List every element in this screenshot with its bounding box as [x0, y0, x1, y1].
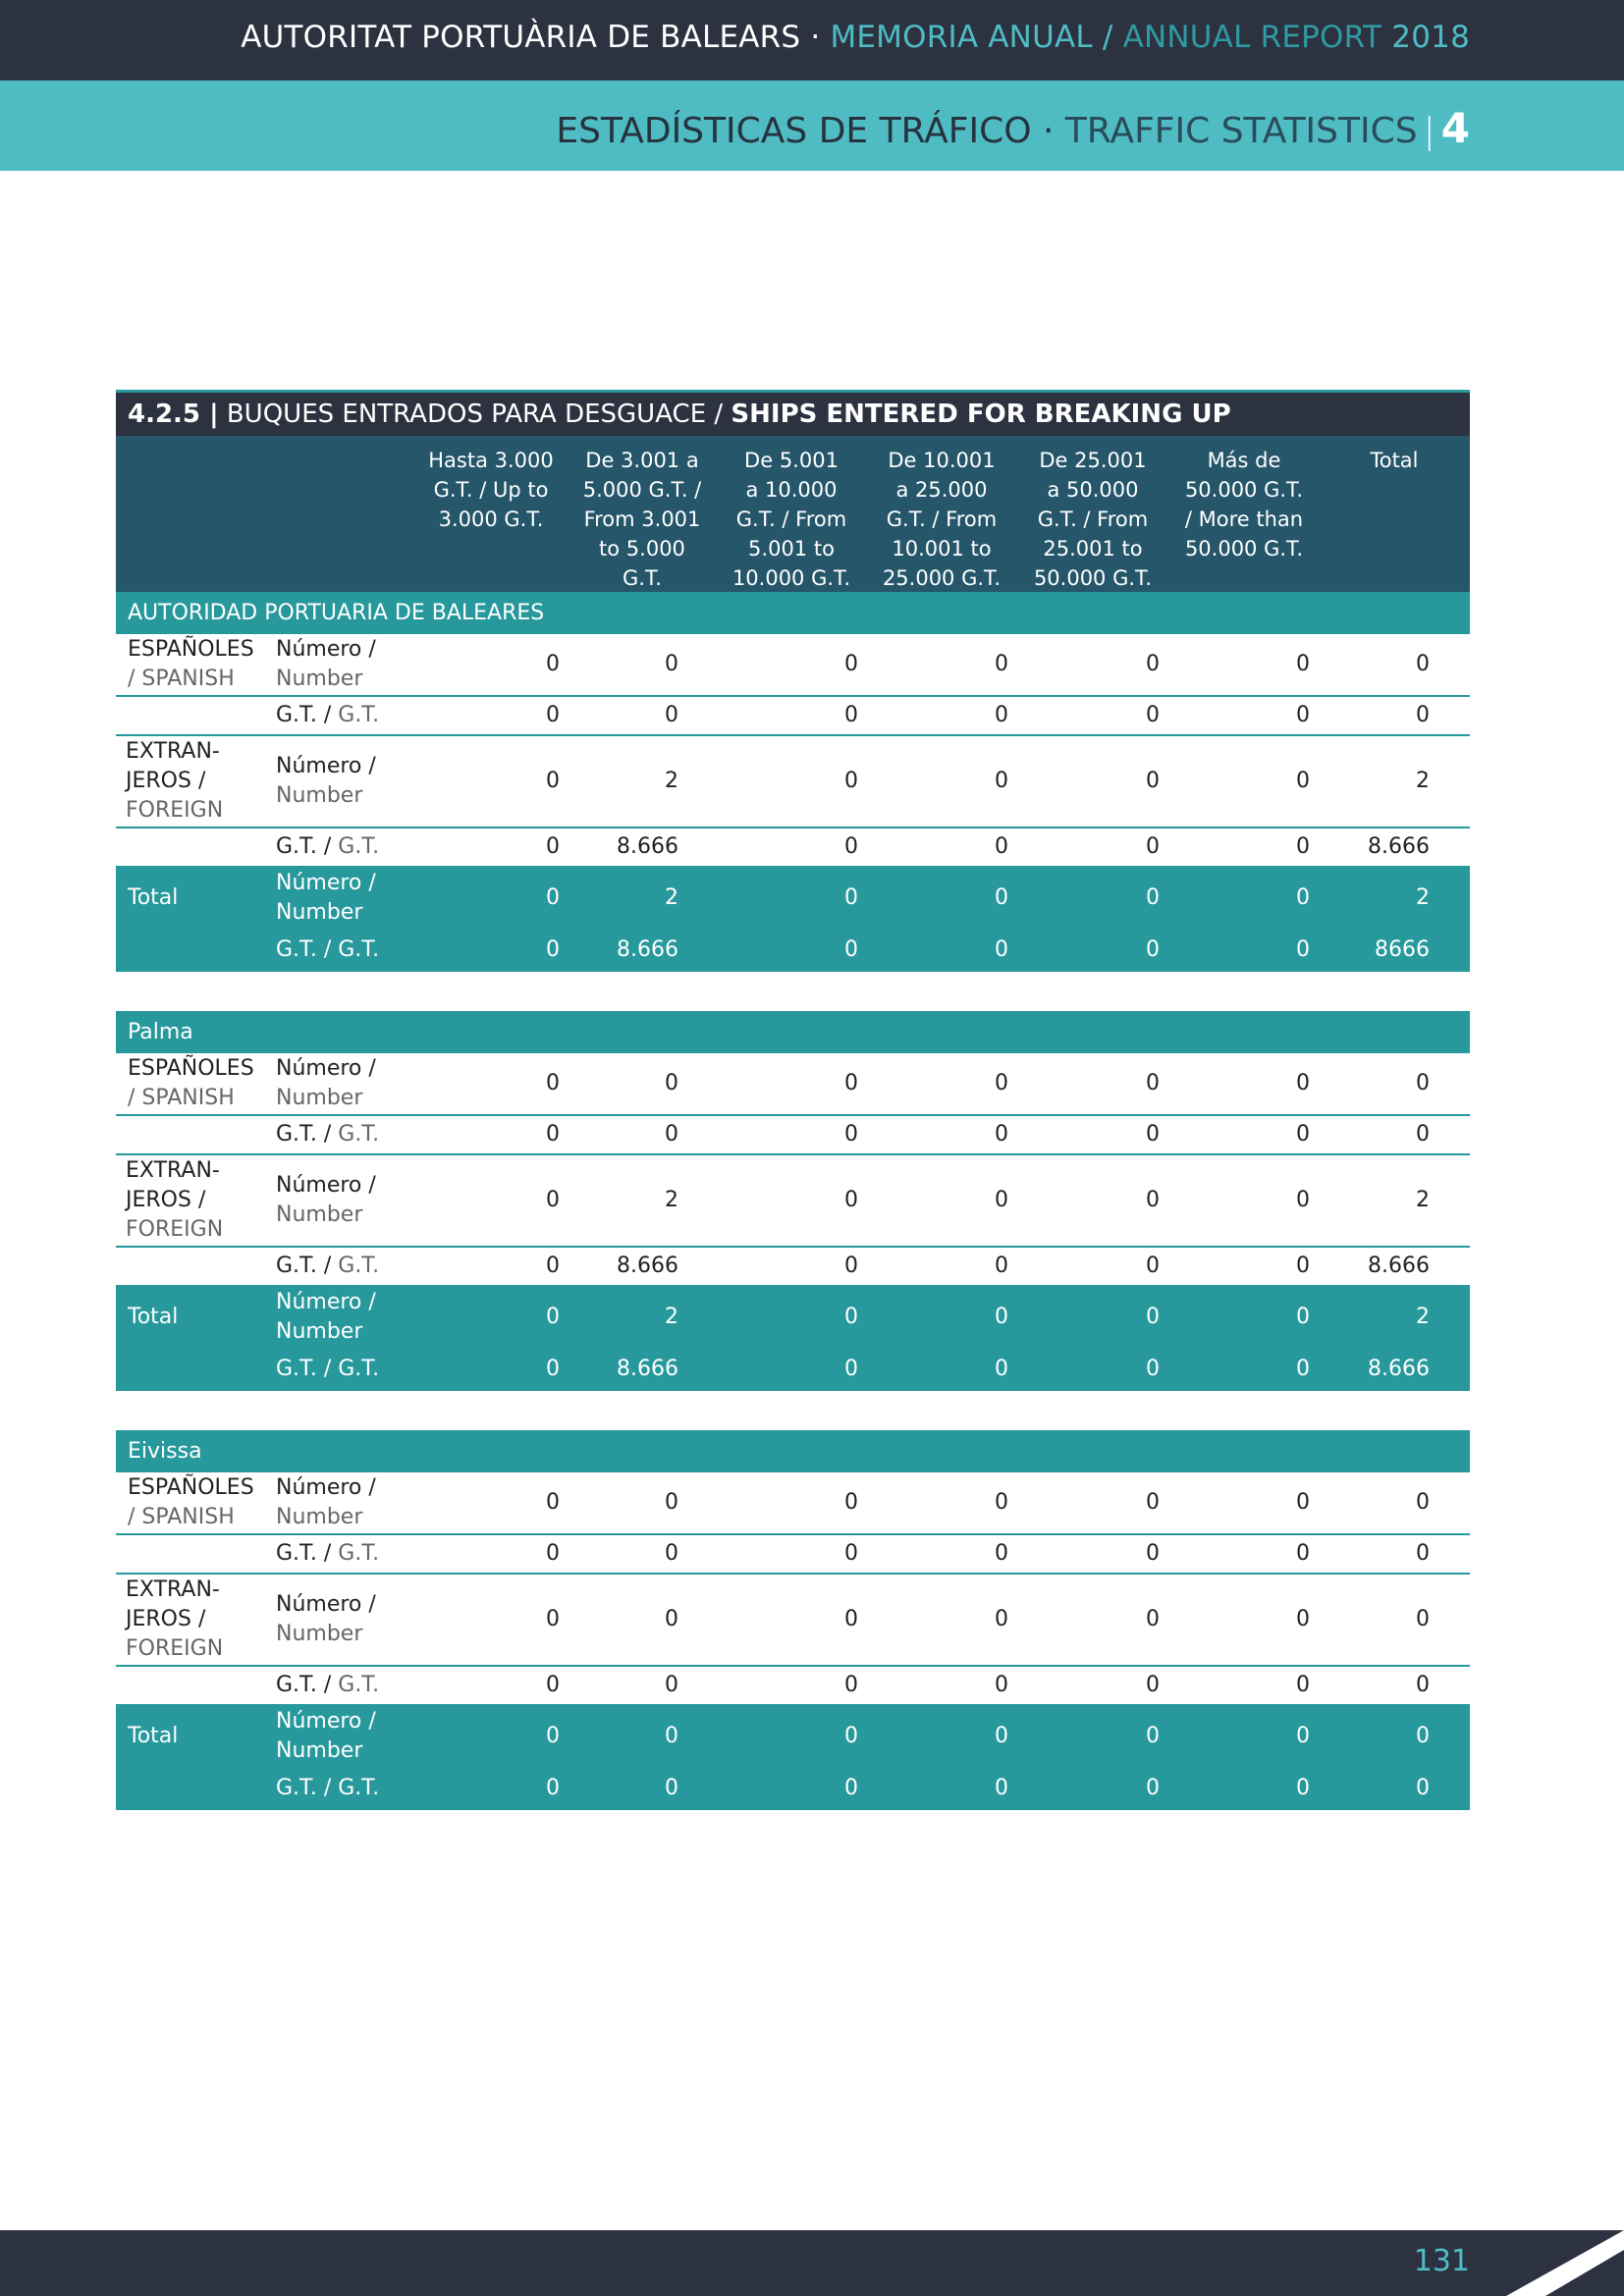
table-cell-value: 0	[1146, 1188, 1160, 1212]
table-cell-value: 0	[995, 1724, 1008, 1748]
table-cell-value: 0	[665, 1541, 678, 1566]
table-cell-value: 2	[665, 769, 678, 793]
table-cell-value: 0	[546, 1541, 560, 1566]
table-cell-value: 0	[1416, 1607, 1430, 1631]
footer-band	[0, 2230, 1624, 2296]
total-label: Total	[128, 1305, 179, 1329]
table-cell-value: 0	[1146, 769, 1160, 793]
table-cell-value: 0	[844, 1541, 858, 1566]
table-cell-value: 0	[1146, 1607, 1160, 1631]
sublabel-gt-es: G.T. /	[276, 834, 339, 859]
row-label-foreign-es-2: JEROS /	[126, 1607, 206, 1631]
sublabel-number-en: Number	[276, 1086, 363, 1110]
row-label-foreign-en: FOREIGN	[126, 1217, 224, 1242]
table-cell-value: 0	[1146, 885, 1160, 910]
table-row	[116, 1667, 1470, 1706]
table-cell-value: 8.666	[1368, 1357, 1430, 1381]
table-cell-value: 0	[665, 1122, 678, 1147]
table-cell-value: 0	[844, 1490, 858, 1515]
table-cell-value: 0	[1146, 1357, 1160, 1381]
sublabel-gt-es: G.T. /	[276, 703, 339, 727]
row-label-spanish-en: / SPANISH	[128, 667, 235, 691]
report-year: 2018	[1381, 20, 1470, 55]
table-cell-value: 0	[995, 703, 1008, 727]
row-sublabel-number	[276, 1054, 376, 1113]
table-row	[116, 1535, 1470, 1575]
row-label-foreign-es-2: JEROS /	[126, 1188, 206, 1212]
sublabel-number-es: Número /	[276, 637, 376, 662]
table-cell-value: 0	[995, 652, 1008, 676]
chapter-title-en: TRAFFIC STATISTICS	[1064, 111, 1418, 151]
sublabel-number-en: Number	[276, 783, 363, 808]
section-header: AUTORIDAD PORTUARIA DE BALEARES	[116, 592, 1470, 634]
table-cell-value: 0	[665, 652, 678, 676]
table-cell-value: 0	[995, 1776, 1008, 1800]
table-cell-value: 0	[995, 1541, 1008, 1566]
table-cell-value: 0	[546, 1122, 560, 1147]
row-label-spanish-es: ESPAÑOLES	[128, 637, 254, 662]
table-cell-value: 0	[1296, 1188, 1310, 1212]
total-sublabel-number-es: Número /	[276, 1290, 376, 1314]
table-cell-value: 0	[995, 1071, 1008, 1095]
total-sublabel-gt: G.T. / G.T.	[276, 1776, 380, 1800]
total-label: Total	[128, 1724, 179, 1748]
table-cell-value: 0	[844, 885, 858, 910]
table-cell-value: 0	[665, 1490, 678, 1515]
table-cell-value: 0	[1146, 1724, 1160, 1748]
row-sublabel-number	[276, 1171, 376, 1230]
column-header: De 25.001 a 50.000 G.T. / From 25.001 to 50.000 G.T.	[1033, 449, 1153, 590]
table-cell-value: 0	[1146, 1254, 1160, 1278]
table-column-headers	[116, 436, 1470, 592]
org-name: AUTORITAT PORTUÀRIA DE BALEARS	[241, 20, 801, 55]
table-cell-value: 0	[1296, 1122, 1310, 1147]
table-cell-value: 0	[1296, 1071, 1310, 1095]
table-cell-value: 2	[1416, 885, 1430, 910]
sublabel-number-en: Number	[276, 667, 363, 691]
table-cell-value: 0	[844, 1724, 858, 1748]
sublabel-gt-es: G.T. /	[276, 1122, 339, 1147]
table-cell-value: 0	[546, 1776, 560, 1800]
section-header: Palma	[116, 1011, 1470, 1053]
row-sublabel-number	[276, 635, 376, 694]
table-cell-value: 8.666	[617, 834, 678, 859]
total-sublabel-number	[276, 869, 376, 928]
row-label-foreign	[126, 1156, 223, 1245]
table-cell-value: 0	[546, 885, 560, 910]
table-cell-value: 0	[546, 834, 560, 859]
table-cell-value: 0	[844, 1305, 858, 1329]
section-header: Eivissa	[116, 1430, 1470, 1472]
report-title-es: MEMORIA ANUAL /	[830, 20, 1113, 55]
table-cell-value: 0	[546, 1607, 560, 1631]
table-cell-value: 0	[844, 1188, 858, 1212]
table-cell-value: 0	[1296, 1254, 1310, 1278]
table-cell-value: 0	[546, 1357, 560, 1381]
column-header: Hasta 3.000 G.T. / Up to 3.000 G.T.	[428, 449, 554, 531]
row-label-foreign	[126, 1575, 223, 1664]
table-cell-value: 0	[1146, 937, 1160, 962]
page-number: 131	[1413, 2244, 1470, 2278]
row-label-foreign-es-1: EXTRAN-	[126, 1158, 220, 1183]
table-cell-value: 0	[665, 1724, 678, 1748]
table-cell-value: 0	[995, 1122, 1008, 1147]
total-sublabel-number-es: Número /	[276, 1709, 376, 1734]
table-cell-value: 8666	[1375, 937, 1430, 962]
table-cell-value: 8.666	[1368, 834, 1430, 859]
table-cell-value: 8.666	[617, 937, 678, 962]
table-cell-value: 0	[1146, 1541, 1160, 1566]
sublabel-gt-en: G.T.	[338, 703, 380, 727]
table-cell-value: 0	[1296, 1776, 1310, 1800]
table-cell-value: 0	[995, 1673, 1008, 1697]
table-cell-value: 8.666	[1368, 1254, 1430, 1278]
table-cell-value: 0	[1296, 1541, 1310, 1566]
table-cell-value: 8.666	[617, 1254, 678, 1278]
row-label-spanish-es: ESPAÑOLES	[128, 1475, 254, 1500]
total-row	[116, 1287, 1470, 1391]
table-cell-value: 0	[546, 1673, 560, 1697]
table-cell-value: 0	[546, 1490, 560, 1515]
row-sublabel-gt	[276, 701, 379, 730]
sublabel-number-en: Number	[276, 1202, 363, 1227]
chapter-separator: |	[1423, 111, 1435, 151]
table-cell-value: 0	[546, 769, 560, 793]
table-cell-value: 0	[546, 1254, 560, 1278]
table-cell-value: 0	[1296, 652, 1310, 676]
table-row	[116, 828, 1470, 868]
table-cell-value: 0	[995, 769, 1008, 793]
table-cell-value: 0	[665, 1776, 678, 1800]
table-cell-value: 0	[844, 652, 858, 676]
table-cell-value: 0	[995, 885, 1008, 910]
report-title-en: ANNUAL REPORT	[1112, 20, 1382, 55]
table-cell-value: 0	[844, 703, 858, 727]
table-row	[116, 1248, 1470, 1287]
table-row	[116, 1575, 1470, 1667]
total-sublabel-number-en: Number	[276, 900, 363, 925]
row-label-foreign-en: FOREIGN	[126, 1636, 224, 1661]
table-cell-value: 0	[1296, 703, 1310, 727]
sublabel-number-es: Número /	[276, 1475, 376, 1500]
row-label-spanish-en: / SPANISH	[128, 1505, 235, 1529]
table-cell-value: 0	[1146, 652, 1160, 676]
table-cell-value: 2	[665, 1305, 678, 1329]
table-cell-value: 0	[546, 1724, 560, 1748]
total-sublabel-gt: G.T. / G.T.	[276, 1357, 380, 1381]
total-row	[116, 868, 1470, 972]
ships-breaking-up-table	[116, 390, 1470, 1810]
table-cell-value: 0	[546, 1305, 560, 1329]
table-cell-value: 0	[1296, 937, 1310, 962]
table-cell-value: 0	[1296, 1607, 1310, 1631]
sublabel-number-es: Número /	[276, 1173, 376, 1198]
total-sublabel-number-es: Número /	[276, 871, 376, 895]
table-cell-value: 0	[844, 1607, 858, 1631]
sublabel-gt-en: G.T.	[338, 1122, 380, 1147]
column-header: De 3.001 a 5.000 G.T. / From 3.001 to 5.000 G.T.	[582, 449, 702, 590]
table-cell-value: 0	[844, 1357, 858, 1381]
table-cell-value: 0	[1296, 769, 1310, 793]
table-cell-value: 0	[1416, 1071, 1430, 1095]
row-label-foreign-es-2: JEROS /	[126, 769, 206, 793]
total-label: Total	[128, 885, 179, 910]
table-cell-value: 0	[1416, 1122, 1430, 1147]
row-label-foreign-es-1: EXTRAN-	[126, 1577, 220, 1602]
table-cell-value: 0	[995, 937, 1008, 962]
table-cell-value: 0	[1416, 652, 1430, 676]
row-sublabel-number	[276, 1590, 376, 1649]
table-cell-value: 0	[1146, 834, 1160, 859]
row-label-spanish	[128, 1054, 254, 1113]
table-cell-value: 0	[1296, 1357, 1310, 1381]
table-cell-value: 0	[995, 1607, 1008, 1631]
table-cell-value: 0	[1296, 1490, 1310, 1515]
table-cell-value: 0	[1296, 885, 1310, 910]
table-row	[116, 1116, 1470, 1155]
total-sublabel-number	[276, 1707, 376, 1766]
table-cell-value: 0	[995, 1305, 1008, 1329]
sublabel-gt-es: G.T. /	[276, 1541, 339, 1566]
table-cell-value: 0	[1296, 1305, 1310, 1329]
table-cell-value: 0	[995, 834, 1008, 859]
table-cell-value: 2	[1416, 1188, 1430, 1212]
table-cell-value: 0	[546, 937, 560, 962]
table-row	[116, 736, 1470, 828]
sublabel-gt-en: G.T.	[338, 1673, 380, 1697]
row-label-spanish	[128, 635, 254, 694]
table-cell-value: 0	[844, 1776, 858, 1800]
table-row	[116, 1472, 1470, 1535]
section-spacer	[116, 972, 1470, 1011]
table-cell-value: 0	[546, 652, 560, 676]
sublabel-gt-en: G.T.	[338, 834, 380, 859]
table-title-es: BUQUES ENTRADOS PARA DESGUACE /	[218, 400, 731, 429]
row-sublabel-gt	[276, 1671, 379, 1700]
sublabel-number-es: Número /	[276, 754, 376, 778]
sublabel-number-en: Number	[276, 1505, 363, 1529]
table-cell-value: 0	[1416, 1490, 1430, 1515]
chapter-number: 4	[1440, 104, 1470, 152]
table-number: 4.2.5 |	[128, 400, 219, 429]
column-header: Total	[1370, 449, 1419, 472]
row-sublabel-number	[276, 1473, 376, 1532]
table-sections	[116, 592, 1470, 1810]
table-cell-value: 0	[1416, 1724, 1430, 1748]
section-spacer	[116, 1391, 1470, 1430]
total-sublabel-number-en: Number	[276, 1319, 363, 1344]
corner-stripe-decoration	[1506, 2230, 1624, 2296]
row-label-spanish-es: ESPAÑOLES	[128, 1056, 254, 1081]
total-sublabel-number-en: Number	[276, 1738, 363, 1763]
total-sublabel-gt: G.T. / G.T.	[276, 937, 380, 962]
table-cell-value: 0	[1416, 1673, 1430, 1697]
table-title-en: SHIPS ENTERED FOR BREAKING UP	[731, 400, 1231, 429]
table-cell-value: 0	[1416, 1541, 1430, 1566]
table-row	[116, 634, 1470, 697]
table-cell-value: 0	[995, 1254, 1008, 1278]
table-row	[116, 1155, 1470, 1248]
table-cell-value: 0	[1146, 1071, 1160, 1095]
row-label-spanish	[128, 1473, 254, 1532]
table-cell-value: 0	[665, 1071, 678, 1095]
table-cell-value: 0	[844, 1071, 858, 1095]
table-cell-value: 0	[665, 1673, 678, 1697]
table-cell-value: 0	[665, 703, 678, 727]
table-cell-value: 0	[1146, 1776, 1160, 1800]
table-cell-value: 0	[1146, 703, 1160, 727]
table-row	[116, 697, 1470, 736]
column-header: De 10.001 a 25.000 G.T. / From 10.001 to 25.000 G.T.	[882, 449, 1001, 590]
sublabel-number-es: Número /	[276, 1592, 376, 1617]
row-label-foreign	[126, 737, 223, 826]
row-sublabel-gt	[276, 1120, 379, 1149]
table-cell-value: 0	[844, 769, 858, 793]
row-label-spanish-en: / SPANISH	[128, 1086, 235, 1110]
chapter-title-es: ESTADÍSTICAS DE TRÁFICO ·	[556, 111, 1065, 151]
sublabel-number-en: Number	[276, 1622, 363, 1646]
table-title	[116, 390, 1470, 436]
table-cell-value: 0	[844, 1122, 858, 1147]
table-cell-value: 0	[995, 1188, 1008, 1212]
row-label-foreign-es-1: EXTRAN-	[126, 739, 220, 764]
table-cell-value: 0	[844, 1673, 858, 1697]
header-dot: ·	[800, 20, 831, 55]
table-cell-value: 0	[1296, 1724, 1310, 1748]
total-sublabel-number	[276, 1288, 376, 1347]
sublabel-gt-es: G.T. /	[276, 1673, 339, 1697]
total-row	[116, 1706, 1470, 1810]
sublabel-gt-es: G.T. /	[276, 1254, 339, 1278]
table-cell-value: 0	[546, 703, 560, 727]
chapter-band	[0, 80, 1624, 171]
table-cell-value: 0	[546, 1071, 560, 1095]
row-sublabel-number	[276, 752, 376, 811]
table-cell-value: 2	[1416, 1305, 1430, 1329]
column-header: Más de 50.000 G.T. / More than 50.000 G.T.	[1184, 449, 1304, 561]
row-sublabel-gt	[276, 832, 379, 862]
table-cell-value: 0	[1146, 1122, 1160, 1147]
report-header-title	[241, 20, 1470, 55]
table-row	[116, 1053, 1470, 1116]
table-cell-value: 0	[844, 834, 858, 859]
sublabel-number-es: Número /	[276, 1056, 376, 1081]
sublabel-gt-en: G.T.	[338, 1254, 380, 1278]
table-cell-value: 2	[1416, 769, 1430, 793]
table-cell-value: 0	[1146, 1673, 1160, 1697]
table-cell-value: 0	[1146, 1490, 1160, 1515]
table-cell-value: 0	[1296, 1673, 1310, 1697]
table-cell-value: 0	[1296, 834, 1310, 859]
table-cell-value: 0	[995, 1357, 1008, 1381]
row-sublabel-gt	[276, 1252, 379, 1281]
table-cell-value: 0	[546, 1188, 560, 1212]
row-sublabel-gt	[276, 1539, 379, 1569]
top-header-band	[0, 0, 1624, 80]
sublabel-gt-en: G.T.	[338, 1541, 380, 1566]
table-cell-value: 0	[1416, 1776, 1430, 1800]
table-cell-value: 2	[665, 885, 678, 910]
column-header: De 5.001 a 10.000 G.T. / From 5.001 to 10.000 G.T.	[731, 449, 851, 590]
chapter-title	[556, 104, 1470, 152]
table-cell-value: 2	[665, 1188, 678, 1212]
row-label-foreign-en: FOREIGN	[126, 798, 224, 823]
table-cell-value: 0	[995, 1490, 1008, 1515]
table-cell-value: 0	[844, 1254, 858, 1278]
table-cell-value: 8.666	[617, 1357, 678, 1381]
table-cell-value: 0	[1146, 1305, 1160, 1329]
table-cell-value: 0	[844, 937, 858, 962]
table-cell-value: 0	[1416, 703, 1430, 727]
table-cell-value: 0	[665, 1607, 678, 1631]
